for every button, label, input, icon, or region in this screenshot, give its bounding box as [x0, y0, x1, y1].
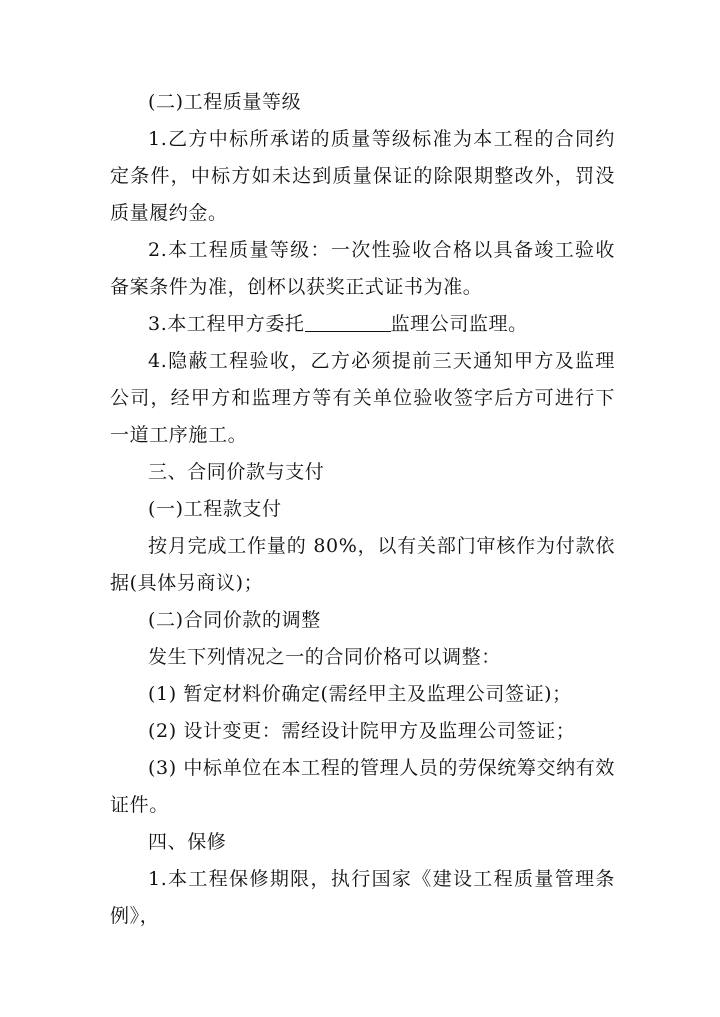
section-heading-contract-price: 三、合同价款与支付	[148, 461, 325, 483]
subheading-payment: (一)工程款支付	[148, 498, 282, 520]
section-heading-quality-grade: (二)工程质量等级	[148, 91, 302, 113]
paragraph-item-3	[110, 306, 615, 343]
list-item-2: (2) 设计变更：需经设计院甲方及监理公司签证；	[148, 720, 576, 742]
paragraph-item-1: 1.乙方中标所承诺的质量等级标准为本工程的合同约定条件，中标方如未达到质量保证的除限期整改外，罚没质量履约金。	[110, 128, 615, 224]
paragraph-warranty-1: 1.本工程保修期限，执行国家《建设工程质量管理条例》，	[110, 868, 615, 927]
document-body	[110, 84, 615, 935]
fill-in-blank-line	[305, 311, 391, 332]
item-3-prefix: 3.本工程甲方委托	[148, 313, 305, 335]
paragraph-item-4: 4.隐蔽工程验收，乙方必须提前三天通知甲方及监理公司，经甲方和监理方等有关单位验收签字后方可进行下一道工序施工。	[110, 350, 615, 446]
subheading-price-adjustment: (二)合同价款的调整	[148, 609, 321, 631]
paragraph-item-2: 2.本工程质量等级：一次性验收合格以具备竣工验收备案条件为准，创杯以获奖正式证书为准。	[110, 239, 615, 298]
list-item-1: (1) 暂定材料价确定(需经甲主及监理公司签证)；	[148, 683, 572, 705]
item-3-suffix: 监理公司监理。	[390, 313, 528, 335]
section-heading-warranty: 四、保修	[148, 831, 227, 853]
paragraph-monthly-payment: 按月完成工作量的 80%，以有关部门审核作为付款依据(具体另商议)；	[110, 535, 615, 594]
paragraph-adjustment-intro: 发生下列情况之一的合同价格可以调整：	[148, 646, 501, 668]
list-item-3: (3) 中标单位在本工程的管理人员的劳保统筹交纳有效证件。	[110, 757, 615, 816]
